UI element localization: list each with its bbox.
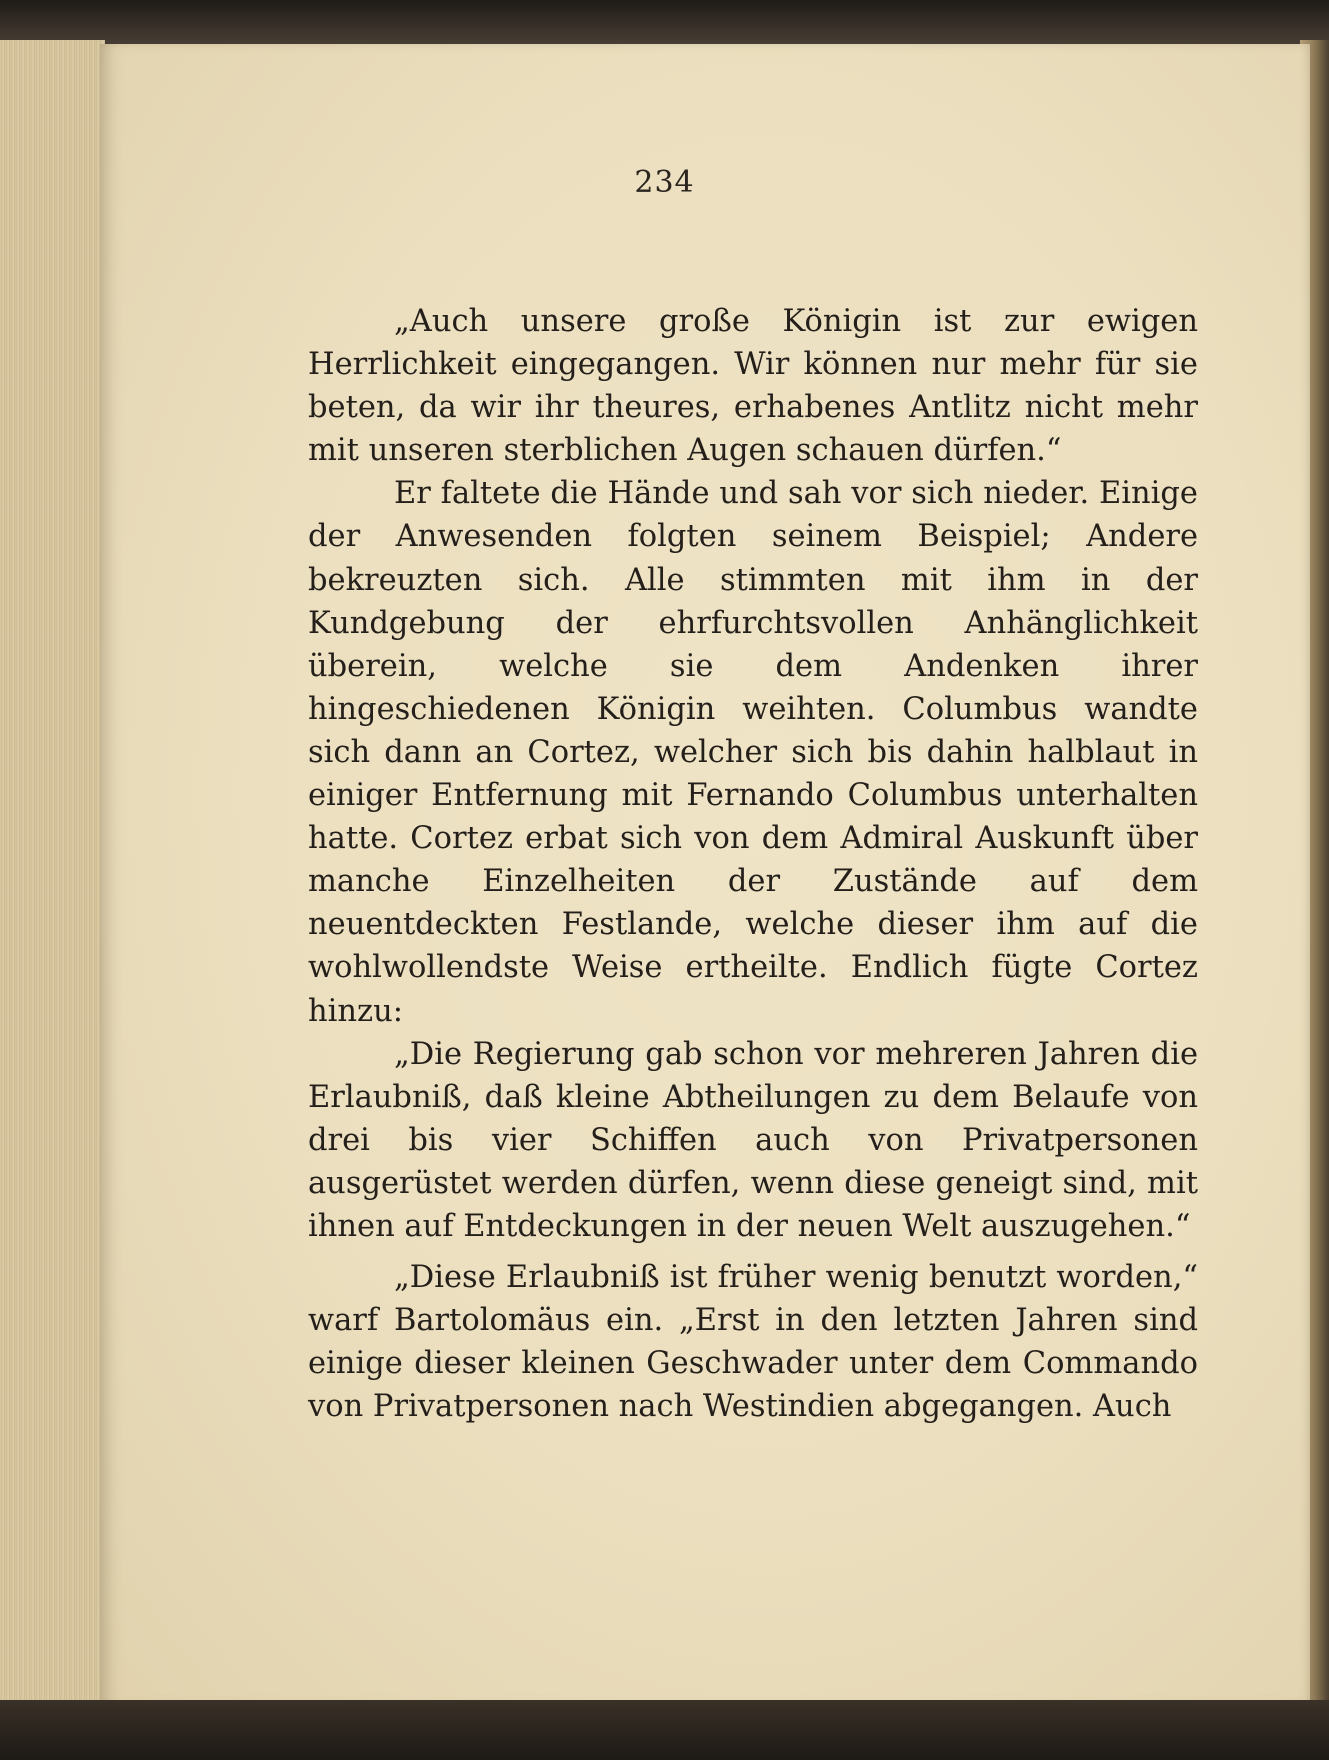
page-number: 234: [634, 165, 695, 200]
paragraph-2: Er faltete die Hände und sah vor sich nieder. Einige der Anwesenden folgten seinem Beispiel; Andere bekreuzten sich. Alle stimmten mit ihm in der Kundgebung der ehrfurchtsvollen Anhänglichkeit überein, welche sie dem Andenken ihrer hingeschiedenen Königin weihten. Columbus wandte sich dann an Cortez, welcher sich bis dahin halblaut in einiger Entfernung mit Fernando Columbus unterhalten hatte. Cortez erbat sich von dem Admiral Auskunft über manche Einzelheiten der Zustände auf dem neuentdeckten Festlande, welche dieser ihm auf die wohlwollendste Weise ertheilte. Endlich fügte Cortez hinzu:: [308, 476, 1198, 1029]
book-bottom-edge: [0, 1700, 1329, 1760]
paragraph-4: „Diese Erlaubniß ist früher wenig benutzt worden,“ warf Bartolomäus ein. „Erst in den letzten Jahren sind einige dieser kleinen Geschwader unter dem Commando von Privatpersonen nach Westindien abgegangen. Auch: [308, 1260, 1198, 1425]
book-top-edge: [0, 0, 1329, 48]
page-stack-left: [0, 40, 105, 1705]
body-text: [308, 300, 1198, 1428]
paragraph-3: „Die Regierung gab schon vor mehreren Jahren die Erlaubniß, daß kleine Abtheilungen zu dem Belaufe von drei bis vier Schiffen auch von Privatpersonen ausgerüstet werden dürfen, wenn diese geneigt sind, mit ihnen auf Entdeckungen in der neuen Welt auszugehen.“: [308, 1036, 1198, 1244]
paragraph-1: „Auch unsere große Königin ist zur ewigen Herrlichkeit eingegangen. Wir können nur mehr für sie beten, da wir ihr theures, erhabenes Antlitz nicht mehr mit unseren sterblichen Augen schauen dürfen.“: [308, 304, 1198, 469]
